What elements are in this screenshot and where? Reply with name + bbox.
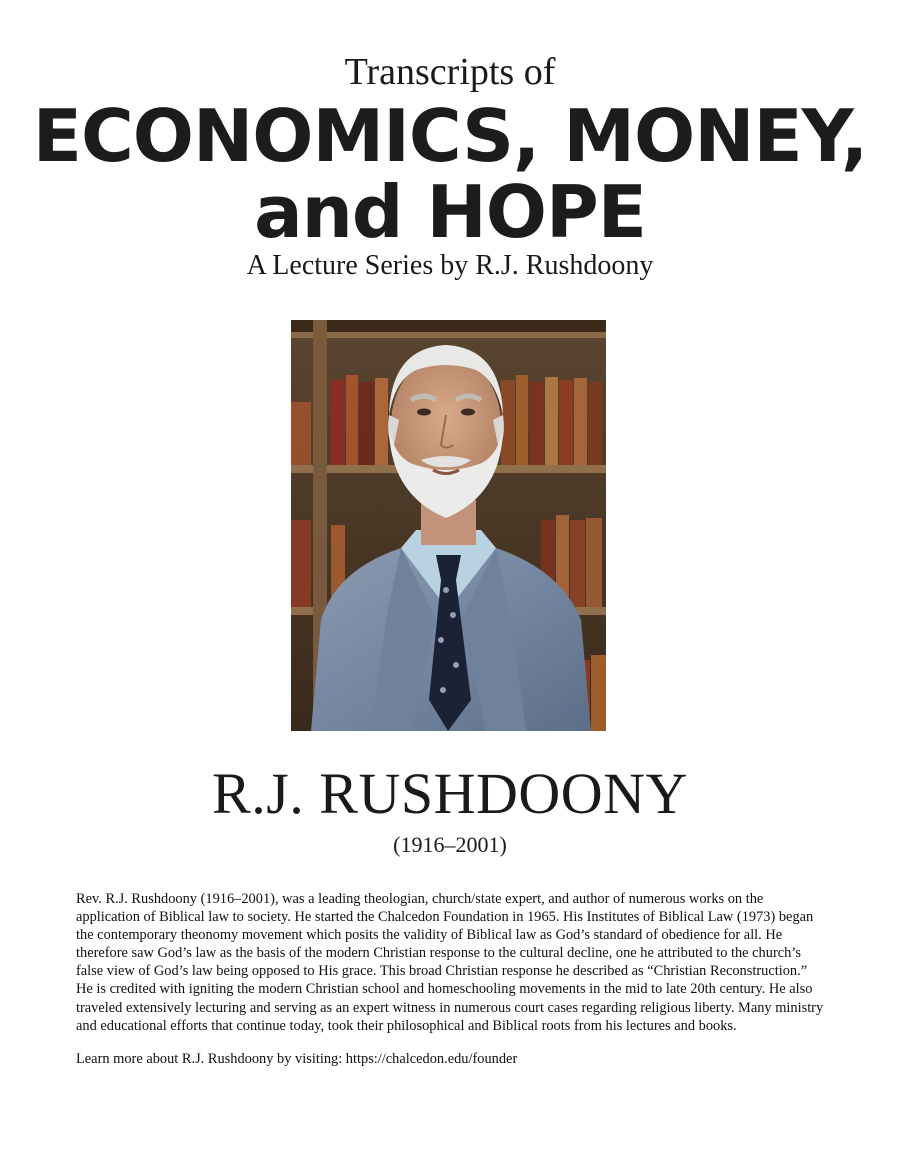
author-dates: (1916–2001) [393, 832, 507, 857]
learn-more-text: Learn more about R.J. Rushdoony by visiting: https://chalcedon.edu/founder [76, 1051, 518, 1067]
author-biography: Rev. R.J. Rushdoony (1916–2001), was a leading theologian, church/state expert, and author of numerous works on the application of Biblical law to society. He started the Chalcedon Foundation in 1965. His Institutes of Biblical Law (1973) began the contemporary theonomy movement which posits the validity of Biblical law as God’s standard of obedience for all. He therefore saw God’s law as the basis of the modern Christian response to the cultural decline, one he attributed to the church’s false view of God’s law being opposed to His grace. This broad Christian response he described as “Christian Reconstruction.” He is credited with igniting the modern Christian school and homeschooling movements in the mid to late 20th century. He also traveled extensively lecturing and serving as an expert witness in numerous court cases regarding religious liberty. Many ministry and educational efforts that continue today, took their philosophical and Biblical roots from his lectures and books. [76, 891, 824, 1034]
author-name: R.J. RUSHDOONY [212, 761, 688, 826]
page-subtitle: A Lecture Series by R.J. Rushdoony [246, 250, 654, 281]
author-portrait [291, 320, 606, 731]
page-title-line-2: and HOPE [254, 170, 646, 254]
portrait-photo [291, 320, 606, 731]
page-title-line-1: ECONOMICS, MONEY, [32, 94, 868, 178]
title-kicker: Transcripts of [344, 51, 556, 93]
